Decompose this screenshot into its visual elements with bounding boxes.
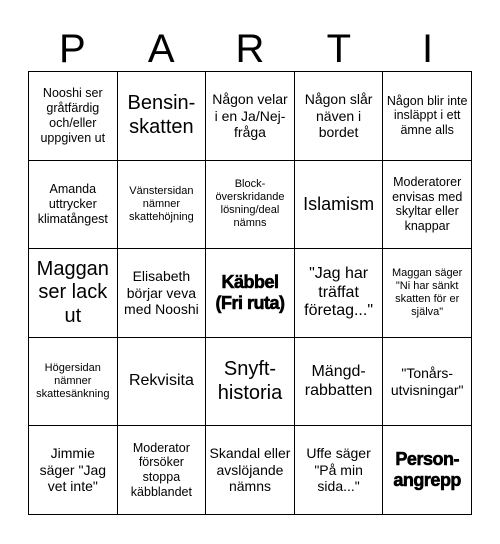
bingo-cell[interactable] [295,426,384,515]
bingo-cell[interactable] [206,338,295,427]
bingo-cell-text: Käbbel (Fri ruta) [215,271,285,313]
bingo-cell-text: Uffe säger "På min sida..." [306,445,371,495]
bingo-header [28,24,472,72]
bingo-cell[interactable] [29,72,118,161]
bingo-cell[interactable] [29,426,118,515]
bingo-cell[interactable] [383,161,472,250]
bingo-cell-text: Person-angrepp [393,448,461,491]
bingo-cell-text: Amanda uttrycker klimatångest [37,182,108,226]
bingo-cell[interactable] [383,426,472,515]
bingo-cell-text: Bensin-skatten [127,92,196,138]
bingo-cell-text: Jimmie säger "Jag vet inte" [39,445,107,495]
bingo-cell[interactable] [295,249,384,338]
bingo-cell-text: Maggan säger "Ni har sänkt skatten för er själva" [392,267,463,318]
header-letter-t: T [326,27,351,71]
bingo-cell[interactable] [29,161,118,250]
bingo-cell-text: Elisabeth börjar veva med Nooshi [124,268,199,318]
bingo-cell[interactable] [295,161,384,250]
header-letter-i: I [422,27,434,71]
bingo-cell-text: Högersidan nämner skattesänkning [36,362,110,401]
bingo-cell[interactable] [206,72,295,161]
header-letter-p: P [59,27,86,71]
bingo-cell-text: Maggan ser lack ut [36,257,109,327]
bingo-cell[interactable] [206,249,295,338]
bingo-cell-text: Skandal eller avslöjande nämns [209,445,291,495]
bingo-cell[interactable] [383,249,472,338]
bingo-cell-text: Någon velar i en Ja/Nej-fråga [212,91,288,141]
bingo-cell-text: Rekvisita [128,372,194,390]
bingo-cell[interactable] [118,161,207,250]
header-letter-a: A [147,27,175,71]
bingo-cell[interactable] [118,426,207,515]
header-letter-r: R [235,27,265,71]
bingo-cell[interactable] [206,426,295,515]
bingo-cell-text: Någon slår näven i bordet [304,91,373,141]
bingo-cell[interactable] [295,338,384,427]
bingo-cell[interactable] [118,72,207,161]
bingo-cell-text: Block-överskridande lösning/deal nämns [215,178,285,230]
bingo-cell[interactable] [118,249,207,338]
bingo-cell[interactable] [118,338,207,427]
bingo-cell[interactable] [295,72,384,161]
bingo-cell-text: "Tonårs-utvisningar" [390,365,464,398]
bingo-cell-text: Moderatorer envisas med skyltar eller knappar [392,174,463,234]
bingo-cell-text: "Jag har träffat företag..." [304,264,373,320]
bingo-cell[interactable] [206,161,295,250]
bingo-cell[interactable] [383,72,472,161]
bingo-cell-text: Moderator försöker stoppa käbblandet [130,440,192,499]
bingo-cell-text: Mängd-rabbatten [304,362,373,399]
bingo-cell-text: Islamism [303,193,375,214]
bingo-cell[interactable] [29,338,118,427]
bingo-grid [28,71,472,515]
bingo-cell-text: Nooshi ser gråtfärdig och/eller uppgiven ut [40,86,106,145]
bingo-cell-text: Snyft-historia [217,358,283,404]
bingo-cell[interactable] [383,338,472,427]
bingo-cell-text: Någon blir inte insläppt i ett ämne alls [386,93,468,138]
bingo-cell[interactable] [29,249,118,338]
bingo-cell-text: Vänstersidan nämner skattehöjning [128,184,194,223]
